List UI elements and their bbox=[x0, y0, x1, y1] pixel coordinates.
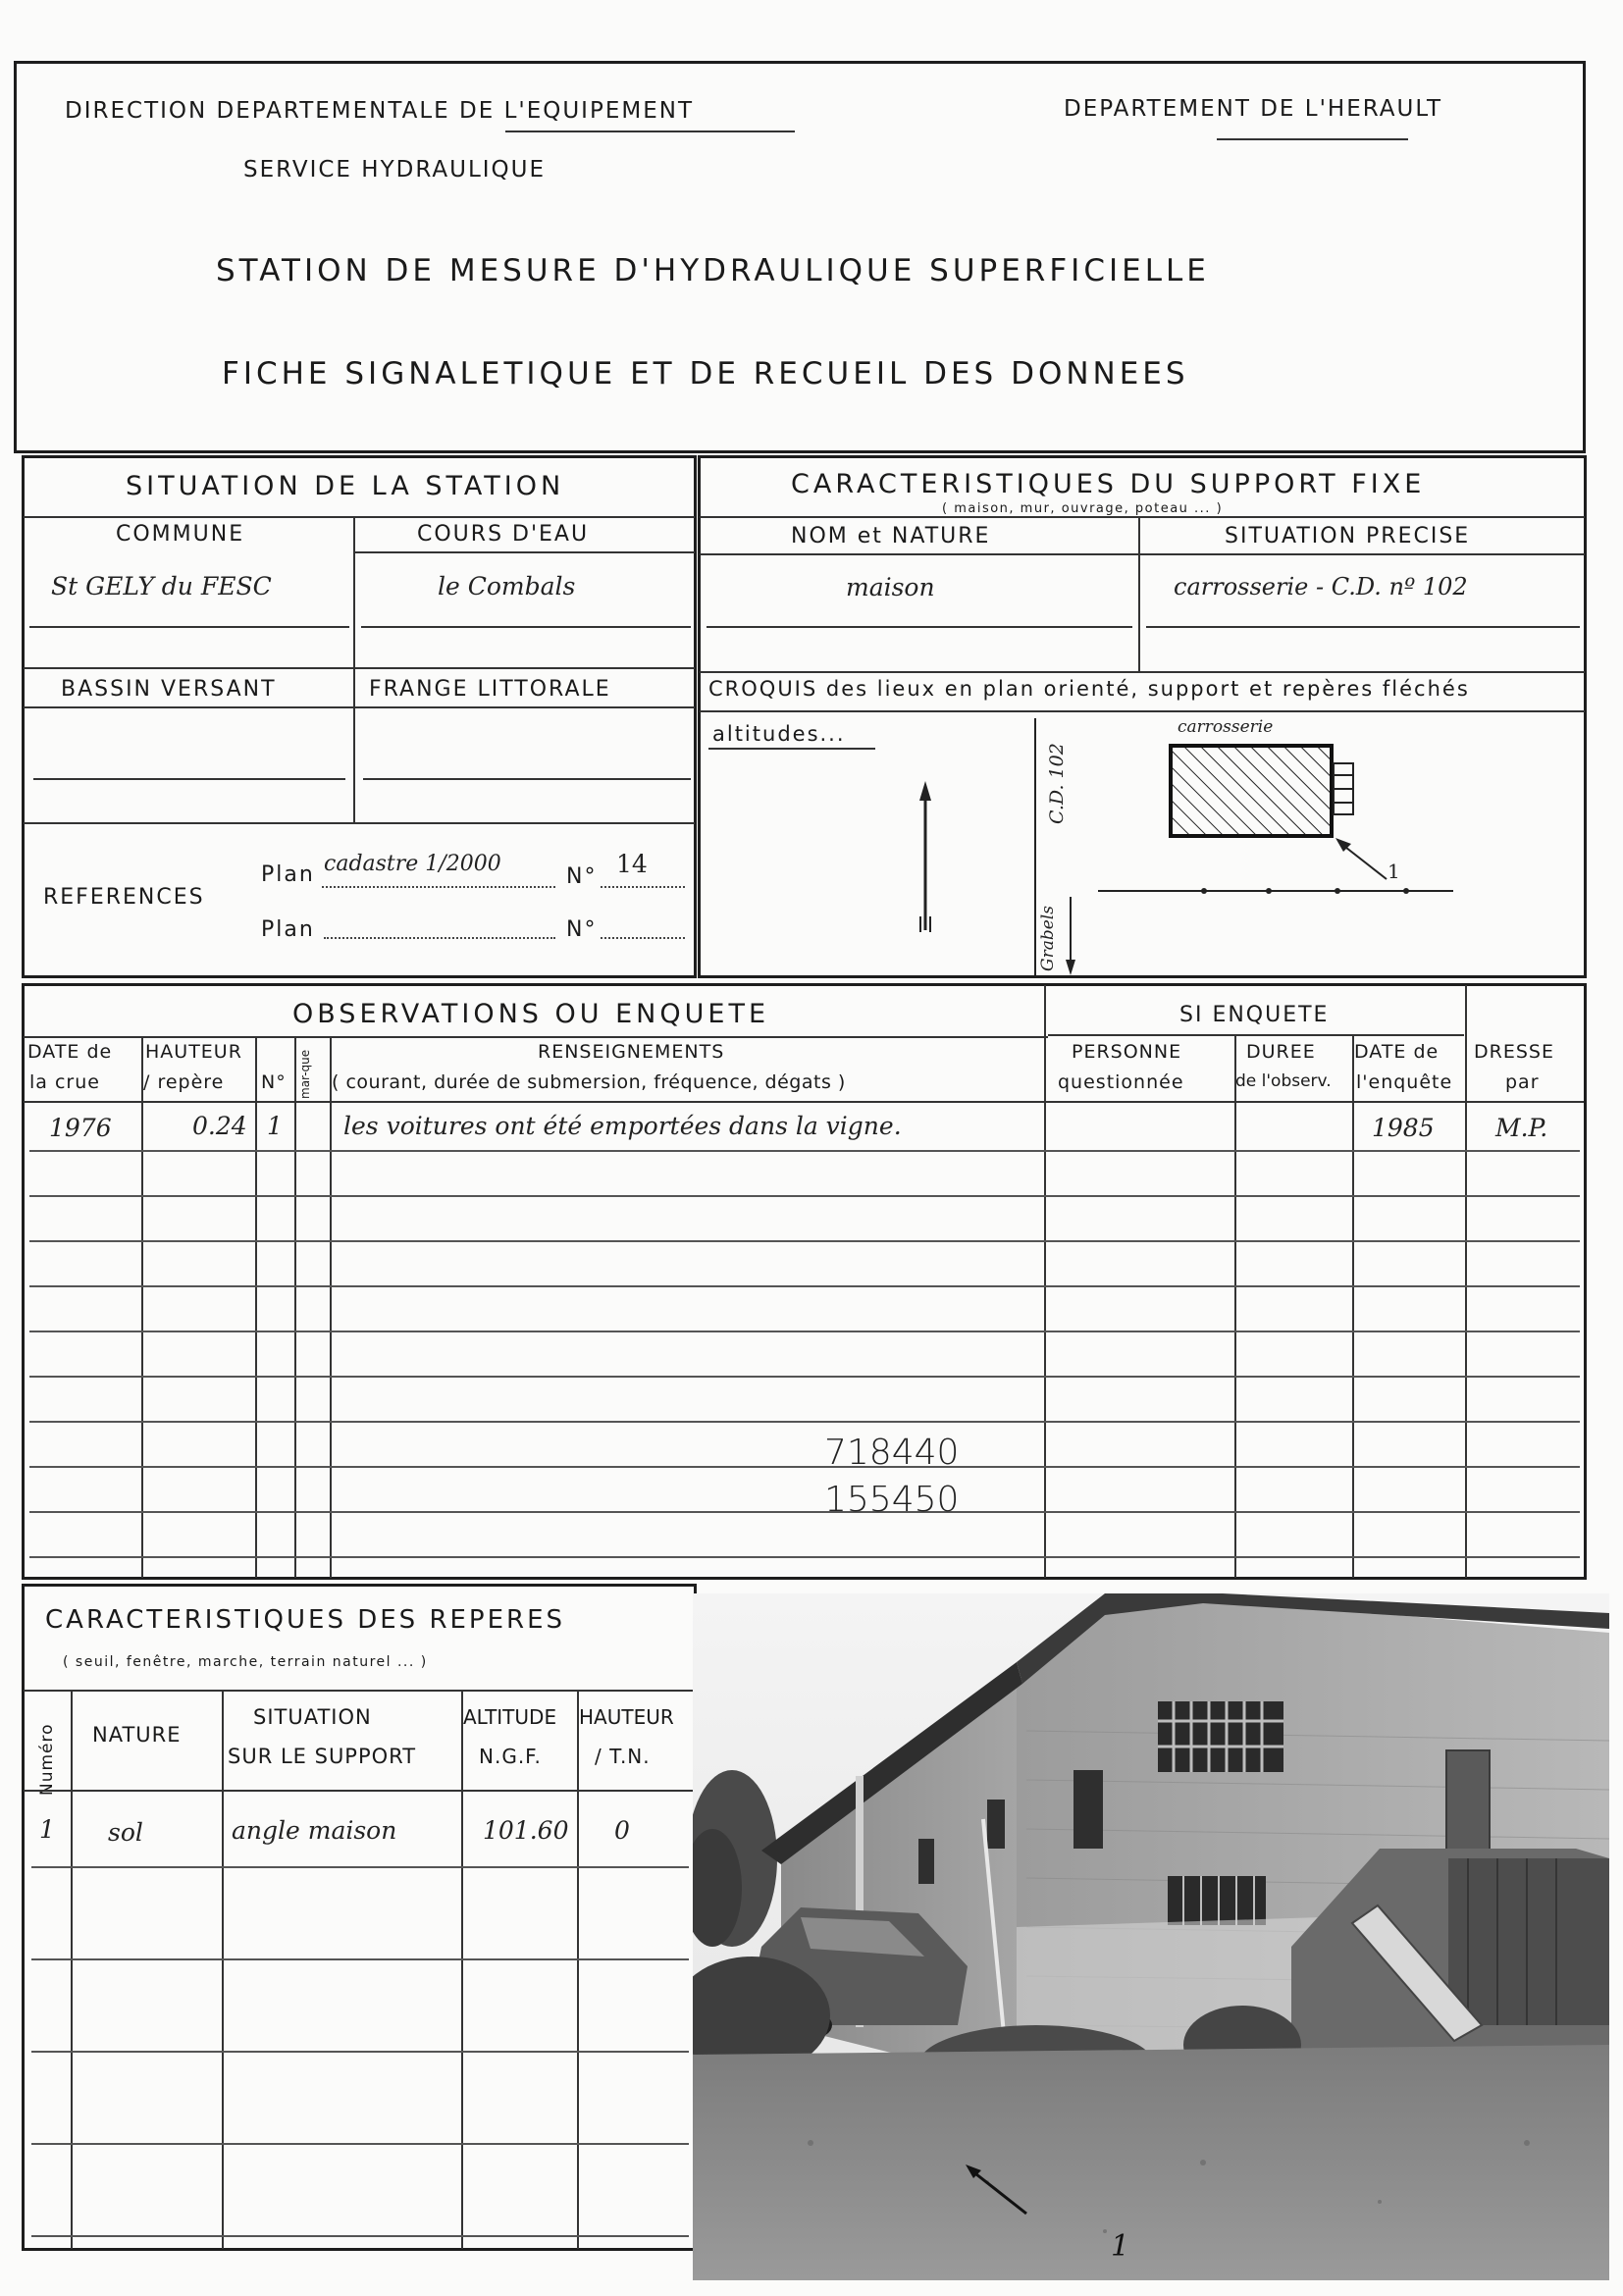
croquis-label: CROQUIS des lieux en plan orienté, support et repères fléchés bbox=[708, 677, 1470, 701]
obs-header-personne-1: PERSONNE bbox=[1072, 1041, 1182, 1063]
obs-row-date-enquete: 1985 bbox=[1372, 1114, 1435, 1142]
sketch-building-label: carrosserie bbox=[1178, 717, 1274, 737]
sketch-road-label: C.D. 102 bbox=[1046, 743, 1068, 824]
rep-header-nature: NATURE bbox=[92, 1723, 182, 1747]
obs-header-date-crue-2: la crue bbox=[29, 1071, 100, 1093]
nom-label: NOM et NATURE bbox=[791, 524, 991, 548]
reperes-note: ( seuil, fenêtre, marche, terrain naturel ... ) bbox=[63, 1654, 428, 1670]
obs-header-no: N° bbox=[261, 1071, 287, 1093]
rep-rule-line bbox=[31, 2051, 689, 2053]
obs-rule-line bbox=[29, 1511, 1580, 1513]
obs-header-hauteur-1: HAUTEUR bbox=[145, 1041, 242, 1063]
obs-header-dresse-2: par bbox=[1505, 1071, 1540, 1093]
plan2-label: Plan bbox=[261, 917, 315, 942]
obs-header-renseignements: RENSEIGNEMENTS bbox=[538, 1041, 725, 1063]
cours-value: le Combals bbox=[438, 572, 576, 600]
obs-header-duree-1: DUREE bbox=[1246, 1041, 1316, 1063]
obs-header-marque: mar-que bbox=[298, 1049, 312, 1099]
rep-header-situation-2: SUR LE SUPPORT bbox=[228, 1745, 417, 1768]
obs-rule-line bbox=[29, 1240, 1580, 1242]
obs-row-renseignements: les voitures ont été emportées dans la vigne. bbox=[343, 1112, 902, 1140]
rep-header-situation-1: SITUATION bbox=[253, 1705, 372, 1729]
reperes-box bbox=[22, 1584, 697, 2251]
bassin-label: BASSIN VERSANT bbox=[61, 677, 277, 702]
page-title: STATION DE MESURE D'HYDRAULIQUE SUPERFICIELLE bbox=[216, 253, 1210, 288]
rep-header-altitude-2: N.G.F. bbox=[479, 1745, 542, 1768]
obs-header-date-enquete-1: DATE de bbox=[1354, 1041, 1440, 1063]
sketch-direction-label: Grabels bbox=[1038, 906, 1058, 971]
obs-header-date-enquete-2: l'enquête bbox=[1356, 1071, 1453, 1093]
org-left: DIRECTION DEPARTEMENTALE DE L'EQUIPEMENT bbox=[65, 98, 694, 124]
obs-header-renseignements-sub: ( courant, durée de submersion, fréquence, dégats ) bbox=[332, 1071, 846, 1093]
support-note: ( maison, mur, ouvrage, poteau ... ) bbox=[942, 501, 1224, 516]
obs-rule-line bbox=[29, 1150, 1580, 1152]
rep-row-altitude: 101.60 bbox=[483, 1816, 569, 1845]
commune-value: St GELY du FESC bbox=[51, 572, 272, 600]
obs-header-personne-2: questionnée bbox=[1058, 1071, 1184, 1093]
references-label: REFERENCES bbox=[43, 885, 205, 910]
coord-x: 718440 bbox=[824, 1433, 960, 1473]
obs-header-dresse-1: DRESSE bbox=[1474, 1041, 1554, 1063]
rep-header-numero: Numéro bbox=[37, 1723, 57, 1796]
building-carrosserie bbox=[1171, 746, 1332, 836]
frange-label: FRANGE LITTORALE bbox=[369, 677, 611, 702]
site-sketch bbox=[700, 712, 1585, 977]
plan1-label: Plan bbox=[261, 862, 315, 887]
obs-rule-line bbox=[29, 1331, 1580, 1332]
enquete-title: SI ENQUETE bbox=[1179, 1003, 1330, 1027]
obs-row-no: 1 bbox=[267, 1112, 283, 1140]
no1-value: 14 bbox=[616, 850, 648, 878]
obs-header-hauteur-2: / repère bbox=[143, 1071, 225, 1093]
rep-rule-line bbox=[31, 2235, 689, 2237]
sketch-marker: 1 bbox=[1387, 860, 1400, 883]
situation-precise-label: SITUATION PRECISE bbox=[1225, 524, 1471, 548]
rep-rule-line bbox=[31, 1866, 689, 1868]
obs-rule-line bbox=[29, 1466, 1580, 1468]
service-name: SERVICE HYDRAULIQUE bbox=[243, 157, 547, 183]
observations-title: OBSERVATIONS OU ENQUETE bbox=[292, 999, 770, 1029]
rep-row-nature: sol bbox=[108, 1818, 143, 1847]
no2-label: N° bbox=[566, 917, 598, 942]
coord-y: 155450 bbox=[824, 1480, 960, 1520]
photo-marker: 1 bbox=[1111, 2229, 1130, 2264]
obs-row-dresse: M.P. bbox=[1495, 1114, 1548, 1142]
situation-title: SITUATION DE LA STATION bbox=[126, 471, 565, 501]
page-subtitle: FICHE SIGNALETIQUE ET DE RECUEIL DES DONNEES bbox=[222, 356, 1189, 391]
rep-row-numero: 1 bbox=[39, 1815, 55, 1844]
station-photo bbox=[693, 1593, 1609, 2280]
obs-rule-line bbox=[29, 1376, 1580, 1378]
obs-header-date-crue-1: DATE de bbox=[27, 1041, 113, 1063]
rep-header-altitude-1: ALTITUDE bbox=[463, 1705, 557, 1729]
cours-label: COURS D'EAU bbox=[417, 522, 590, 547]
obs-header-duree-2: de l'observ. bbox=[1235, 1071, 1332, 1091]
altitudes-label: altitudes... bbox=[712, 722, 846, 746]
nom-value: maison bbox=[846, 573, 935, 601]
rep-row-hauteur: 0 bbox=[614, 1816, 630, 1845]
org-right: DEPARTEMENT DE L'HERAULT bbox=[1064, 96, 1443, 122]
obs-rule-line bbox=[29, 1285, 1580, 1287]
reperes-title: CARACTERISTIQUES DES REPERES bbox=[45, 1605, 566, 1635]
support-title: CARACTERISTIQUES DU SUPPORT FIXE bbox=[791, 469, 1426, 499]
rep-rule-line bbox=[31, 1958, 689, 1960]
rep-header-hauteur-2: / T.N. bbox=[595, 1745, 651, 1768]
obs-row-date: 1976 bbox=[49, 1114, 112, 1142]
plan1-value: cadastre 1/2000 bbox=[324, 852, 501, 876]
rep-header-hauteur-1: HAUTEUR bbox=[579, 1705, 674, 1729]
obs-rule-line bbox=[29, 1421, 1580, 1423]
marker-arrow bbox=[1341, 844, 1387, 879]
obs-row-hauteur: 0.24 bbox=[192, 1112, 247, 1140]
obs-rule-line bbox=[29, 1195, 1580, 1197]
obs-rule-line bbox=[29, 1556, 1580, 1558]
rep-rule-line bbox=[31, 2143, 689, 2145]
rep-row-situation: angle maison bbox=[232, 1816, 397, 1845]
no1-label: N° bbox=[566, 864, 598, 889]
commune-label: COMMUNE bbox=[116, 522, 245, 547]
situation-precise-value: carrosserie - C.D. nº 102 bbox=[1174, 573, 1468, 600]
